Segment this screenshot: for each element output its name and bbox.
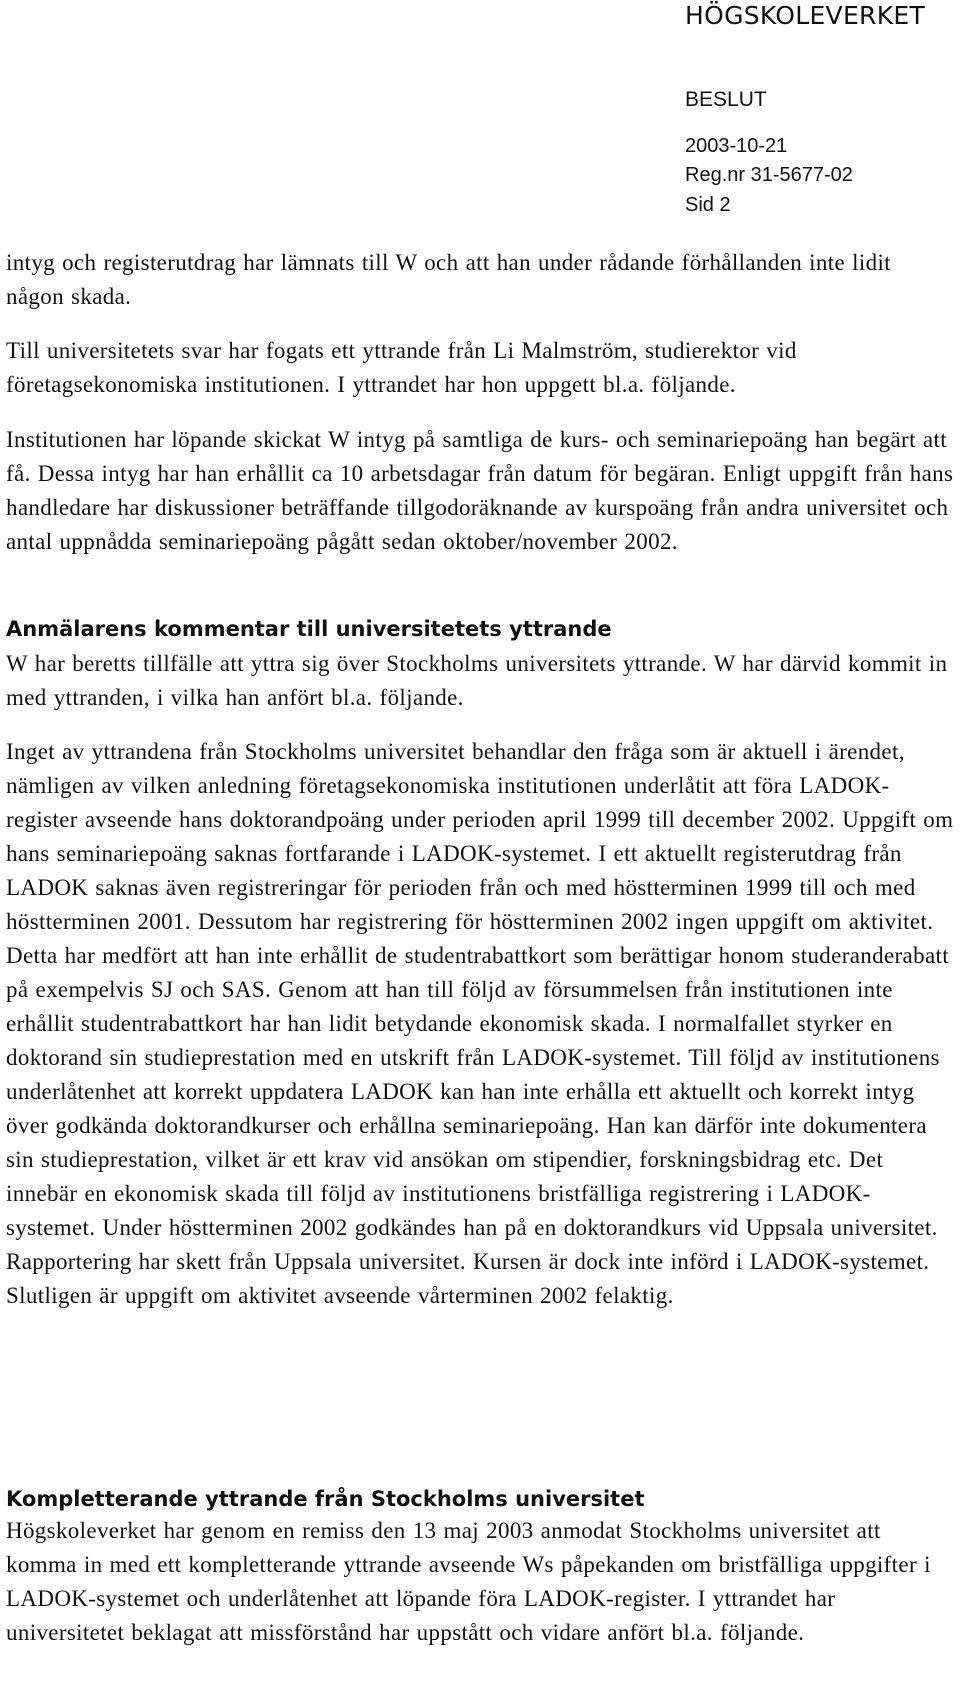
registration-number: Reg.nr 31-5677-02 [685, 164, 853, 186]
paragraph-supplementary-reply: Högskoleverket har genom en remiss den 13 maj 2003 anmodat Stockholms universitet att komma in med ett kompletterande yttrande avseende Ws påpekanden om bristfälliga uppgifter i LADOK-systemet och underlåtenhet att löpande föra LADOK-register. I yttrandet har universitetet beklagat att missförstånd har uppstått och vidare anfört bl.a. följande. [6, 1518, 931, 1645]
paragraph-university-reply: Till universitetets svar har fogats ett yttrande från Li Malmström, studierektor vid företagsekonomiska institutionen. I yttrandet har hon uppgett bl.a. följande. [6, 338, 797, 397]
paragraph-institution-statement: Institutionen har löpande skickat W intyg på samtliga de kurs- och seminariepoäng han begärt att få. Dessa intyg har han erhållit ca 10 arbetsdagar från datum för begäran. Enligt uppgift från hans handledare har diskussioner beträffande tillgodoräknande av kurspoäng från andra universitet och antal uppnådda seminariepoäng pågått sedan oktober/november 2002. [6, 427, 954, 554]
paragraph-continuation: intyg och registerutdrag har lämnats till W och att han under rådande förhållanden inte lidit någon skada. [6, 250, 891, 309]
paragraph-complainant-statement: Inget av yttrandena från Stockholms universitet behandlar den fråga som är aktuell i ärendet, nämligen av vilken anledning företagsekonomiska institutionen underlåtit att föra LADOK-register avseende hans doktorandpoäng under perioden april 1999 till december 2002. Uppgift om hans seminariepoäng saknas fortfarande i LADOK-systemet. I ett aktuellt registerutdrag från LADOK saknas även registreringar för perioden från och med höstterminen 1999 till och med höstterminen 2001. Dessutom har registrering för höstterminen 2002 ingen uppgift om aktivitet. Detta har medfört att han inte erhållit de studentrabattkort som berättigar honom studeranderabatt på exempelvis SJ och SAS. Genom att han till följd av försummelsen från institutionen inte erhållit studentrabattkort har han lidit betydande ekonomisk skada. I normalfallet styrker en doktorand sin studieprestation med en utskrift från LADOK-systemet. Till följd av institutionens underlåtenhet att korrekt uppdatera LADOK kan han inte erhålla ett aktuellt och korrekt intyg över godkända doktorandkurser och erhållna seminariepoäng. Han kan därför inte dokumentera sin studieprestation, vilket är ett krav vid ansökan om stipendier, forskningsbidrag etc. Det innebär en ekonomisk skada till följd av institutionens bristfälliga registrering i LADOK-systemet. Under höstterminen 2002 godkändes han på en doktorandkurs vid Uppsala universitet. Rapportering har skett från Uppsala universitet. Kursen är dock inte införd i LADOK-systemet. Slutligen är uppgift om aktivitet avseende vårterminen 2002 felaktig. [6, 739, 954, 1308]
organization-name: HÖGSKOLEVERKET [685, 1, 926, 30]
paragraph-complainant-intro: W har beretts tillfälle att yttra sig över Stockholms universitets yttrande. W har därvid kommit in med yttranden, i vilka han anfört bl.a. följande. [6, 651, 948, 710]
page-number: Sid 2 [685, 194, 731, 216]
document-date: 2003-10-21 [685, 135, 788, 157]
section-heading-complainant-comment: Anmälarens kommentar till universitetets yttrande [6, 617, 612, 641]
section-heading-supplementary-reply: Kompletterande yttrande från Stockholms universitet [6, 1487, 645, 1511]
document-type: BESLUT [685, 88, 767, 111]
